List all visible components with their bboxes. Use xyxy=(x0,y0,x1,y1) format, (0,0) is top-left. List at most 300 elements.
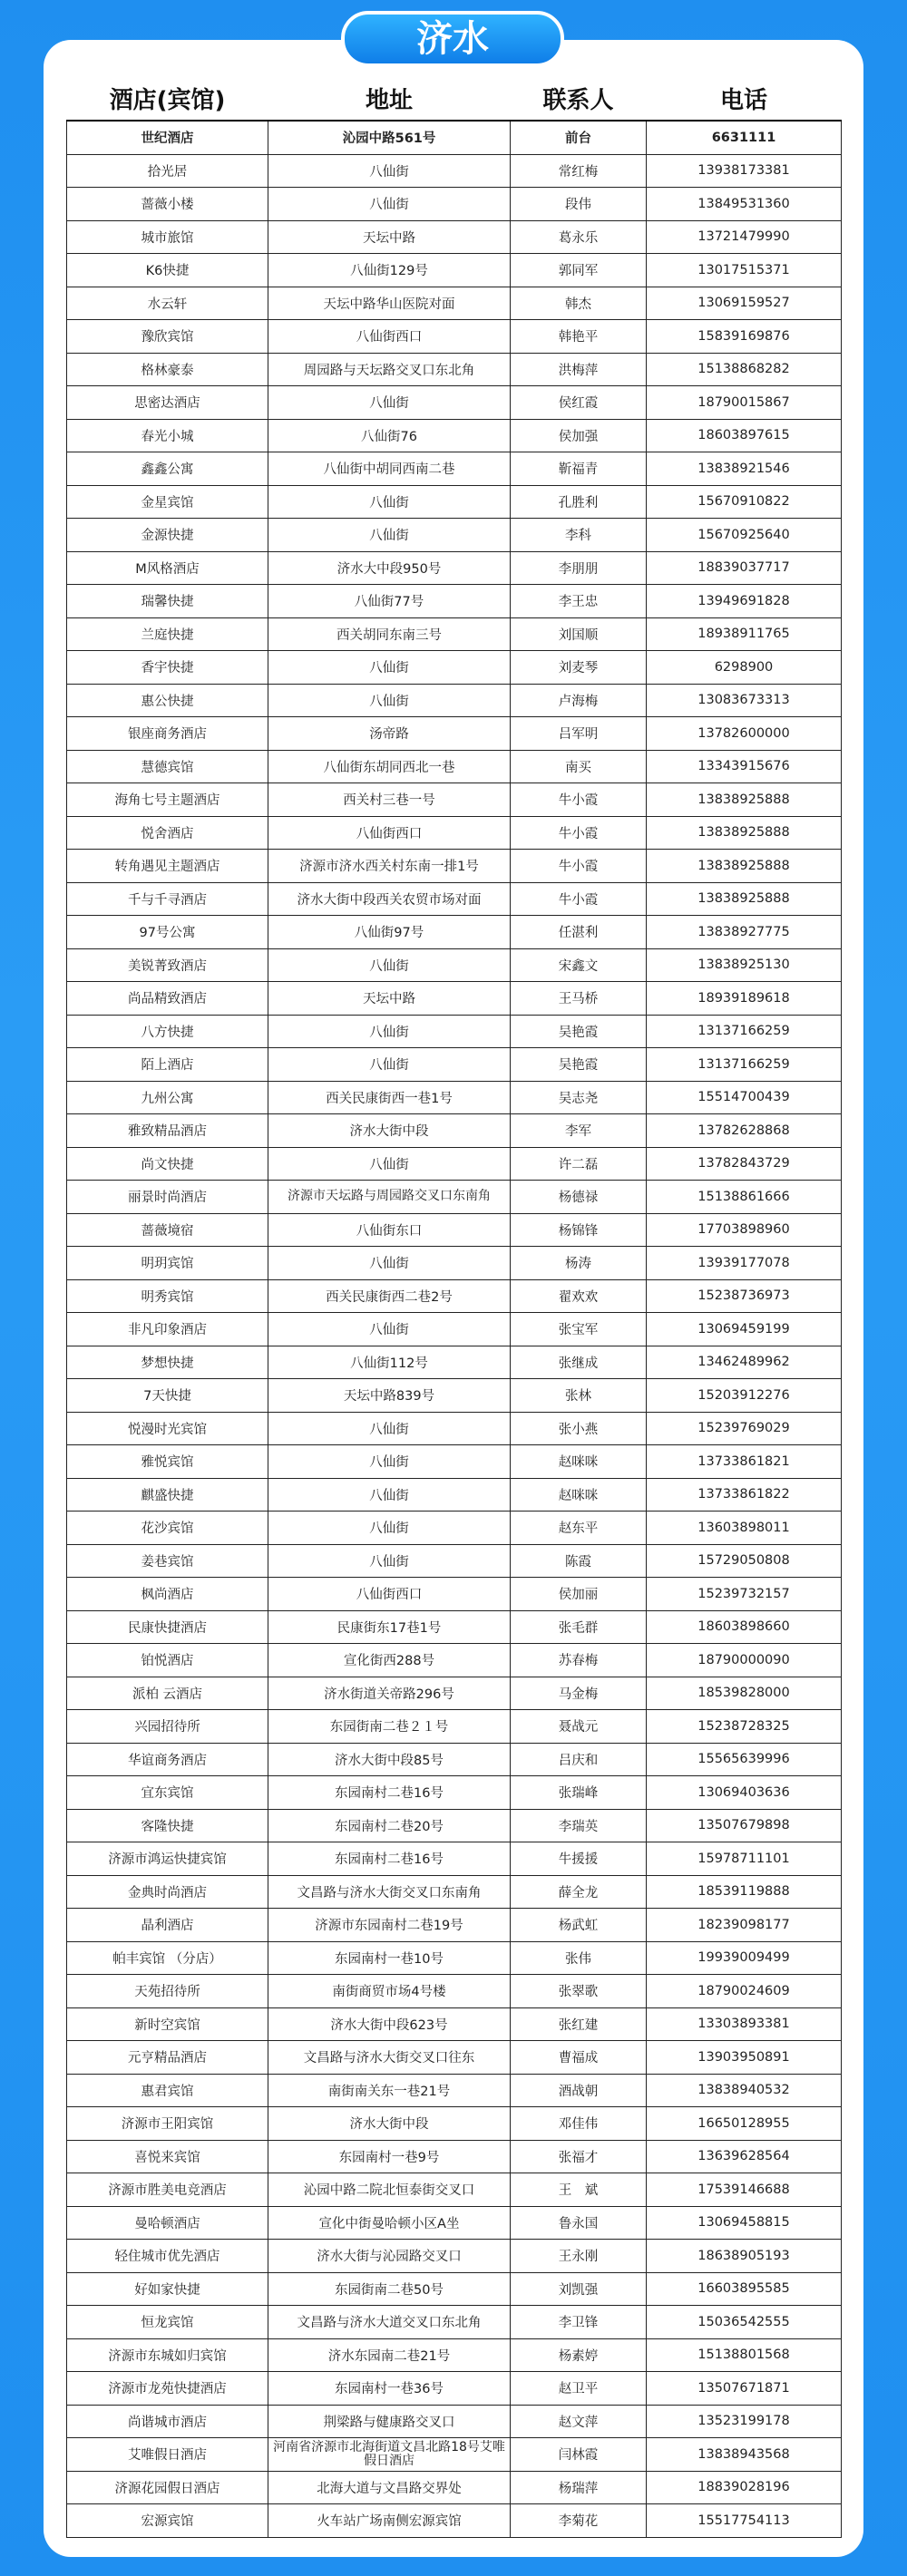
table-body xyxy=(67,121,842,2537)
phone-cell: 13137166259 xyxy=(647,1048,842,1082)
contact-cell: 王 斌 xyxy=(511,2173,647,2207)
hotel-name-cell: 济源花园假日酒店 xyxy=(67,2471,268,2504)
table-row xyxy=(67,2007,842,2041)
address-cell: 八仙街 xyxy=(268,1048,511,1082)
address-cell: 济水大街中段85号 xyxy=(268,1743,511,1776)
phone-cell: 18539828000 xyxy=(647,1677,842,1710)
contact-cell: 鲁永国 xyxy=(511,2206,647,2240)
hotel-name-cell: 济源市龙苑快捷酒店 xyxy=(67,2372,268,2406)
address-cell: 西关胡同东南三号 xyxy=(268,617,511,651)
address-cell: 民康街东17巷1号 xyxy=(268,1610,511,1644)
hotel-name-cell: 艾唯假日酒店 xyxy=(67,2438,268,2472)
table-row xyxy=(67,1710,842,1744)
hotel-name-cell: 鑫鑫公寓 xyxy=(67,452,268,486)
contact-cell: 杨素婷 xyxy=(511,2338,647,2372)
contact-cell: 牛小霞 xyxy=(511,783,647,817)
contact-cell: 郭同军 xyxy=(511,254,647,287)
contact-cell: 赵东平 xyxy=(511,1512,647,1545)
contact-cell: 张宝军 xyxy=(511,1313,647,1346)
phone-cell: 15036542555 xyxy=(647,2306,842,2339)
phone-cell: 18839037717 xyxy=(647,551,842,585)
hotel-name-cell: M风格酒店 xyxy=(67,551,268,585)
hotel-name-cell: 世纪酒店 xyxy=(67,121,268,154)
hotel-name-cell: 陌上酒店 xyxy=(67,1048,268,1082)
hotel-name-cell: 金源快捷 xyxy=(67,519,268,552)
hotel-name-cell: 曼哈顿酒店 xyxy=(67,2206,268,2240)
phone-cell: 13782843729 xyxy=(647,1147,842,1181)
contact-cell: 吴艳霞 xyxy=(511,1048,647,1082)
phone-cell: 18638905193 xyxy=(647,2240,842,2273)
table-row xyxy=(67,2107,842,2141)
address-cell: 文昌路与济水大道交叉口东北角 xyxy=(268,2306,511,2339)
contact-cell: 李王忠 xyxy=(511,585,647,618)
phone-cell: 13939177078 xyxy=(647,1247,842,1280)
address-cell: 东园南村二巷16号 xyxy=(268,1776,511,1810)
contact-cell: 杨瑞萍 xyxy=(511,2471,647,2504)
address-cell: 宣化街西288号 xyxy=(268,1644,511,1677)
table-row xyxy=(67,1544,842,1578)
table-row xyxy=(67,254,842,287)
address-cell: 东园街南二巷２１号 xyxy=(268,1710,511,1744)
hotel-name-cell: 海角七号主题酒店 xyxy=(67,783,268,817)
phone-cell: 13938173381 xyxy=(647,154,842,188)
address-cell: 西关村三巷一号 xyxy=(268,783,511,817)
phone-cell: 15670925640 xyxy=(647,519,842,552)
address-cell: 宣化中街曼哈顿小区A坐 xyxy=(268,2206,511,2240)
contact-cell: 杨德禄 xyxy=(511,1181,647,1214)
phone-cell: 15565639996 xyxy=(647,1743,842,1776)
table-row xyxy=(67,816,842,850)
contact-cell: 赵卫平 xyxy=(511,2372,647,2406)
table-header-row xyxy=(67,76,842,121)
contact-cell: 李卫锋 xyxy=(511,2306,647,2339)
address-cell: 天坛中路华山医院对面 xyxy=(268,287,511,320)
address-cell: 八仙街西口 xyxy=(268,816,511,850)
contact-cell: 前台 xyxy=(511,121,647,154)
phone-cell: 18939189618 xyxy=(647,982,842,1016)
contact-cell: 李菊花 xyxy=(511,2504,647,2538)
phone-cell: 13069159527 xyxy=(647,287,842,320)
contact-cell: 曹福成 xyxy=(511,2041,647,2075)
address-cell: 八仙街中胡同西南二巷 xyxy=(268,452,511,486)
contact-cell: 李军 xyxy=(511,1114,647,1148)
table-row xyxy=(67,684,842,717)
table-row xyxy=(67,287,842,320)
contact-cell: 闫林霞 xyxy=(511,2438,647,2472)
hotel-name-cell: 悦漫时光宾馆 xyxy=(67,1412,268,1445)
contact-cell: 赵咪咪 xyxy=(511,1478,647,1512)
address-cell: 东园南村二巷20号 xyxy=(268,1809,511,1842)
hotel-name-cell: 银座商务酒店 xyxy=(67,717,268,751)
contact-cell: 张红建 xyxy=(511,2007,647,2041)
hotel-name-cell: 宏源宾馆 xyxy=(67,2504,268,2538)
table-row xyxy=(67,882,842,916)
phone-cell: 13303893381 xyxy=(647,2007,842,2041)
table-row xyxy=(67,2173,842,2207)
phone-cell: 13343915676 xyxy=(647,750,842,783)
table-row xyxy=(67,154,842,188)
phone-cell: 15839169876 xyxy=(647,320,842,354)
contact-cell: 宋鑫文 xyxy=(511,948,647,982)
hotel-name-cell: 客隆快捷 xyxy=(67,1809,268,1842)
phone-cell: 13838925888 xyxy=(647,783,842,817)
contact-cell: 马金梅 xyxy=(511,1677,647,1710)
table-row xyxy=(67,1279,842,1313)
table-row xyxy=(67,1379,842,1413)
address-cell: 八仙街 xyxy=(268,1147,511,1181)
address-cell: 火车站广场南侧宏源宾馆 xyxy=(268,2504,511,2538)
contact-cell: 靳福青 xyxy=(511,452,647,486)
hotel-name-cell: 八方快捷 xyxy=(67,1015,268,1048)
hotel-name-cell: K6快捷 xyxy=(67,254,268,287)
column-header-address: 地址 xyxy=(365,86,413,114)
table-row xyxy=(67,320,842,354)
address-cell: 济水东园南二巷21号 xyxy=(268,2338,511,2372)
phone-cell: 16650128955 xyxy=(647,2107,842,2141)
table-row xyxy=(67,188,842,221)
phone-cell: 18539119888 xyxy=(647,1875,842,1909)
phone-cell: 15138868282 xyxy=(647,353,842,386)
address-cell: 济水大街中段 xyxy=(268,2107,511,2141)
contact-cell: 李瑞英 xyxy=(511,1809,647,1842)
address-cell: 济源市天坛路与周园路交叉口东南角 xyxy=(268,1181,511,1214)
address-cell: 八仙街 xyxy=(268,519,511,552)
table-row xyxy=(67,2041,842,2075)
phone-cell: 13782600000 xyxy=(647,717,842,751)
phone-cell: 17703898960 xyxy=(647,1213,842,1247)
phone-cell: 18239098177 xyxy=(647,1909,842,1942)
table-row xyxy=(67,2240,842,2273)
phone-cell: 13069403636 xyxy=(647,1776,842,1810)
hotel-name-cell: 香宇快捷 xyxy=(67,651,268,685)
table-row xyxy=(67,353,842,386)
table-row xyxy=(67,1776,842,1810)
hotel-name-cell: 97号公寓 xyxy=(67,916,268,949)
table-row xyxy=(67,1114,842,1148)
table-row xyxy=(67,1875,842,1909)
phone-cell: 18839028196 xyxy=(647,2471,842,2504)
table-row xyxy=(67,1478,842,1512)
address-cell: 八仙街 xyxy=(268,1478,511,1512)
hotel-name-cell: 7天快捷 xyxy=(67,1379,268,1413)
hotel-name-cell: 宜东宾馆 xyxy=(67,1776,268,1810)
table-row xyxy=(67,419,842,452)
address-cell: 济水大街中段 xyxy=(268,1114,511,1148)
contact-cell: 吴艳霞 xyxy=(511,1015,647,1048)
contact-cell: 吕庆和 xyxy=(511,1743,647,1776)
address-cell: 八仙街东胡同西北一巷 xyxy=(268,750,511,783)
contact-cell: 刘国顺 xyxy=(511,617,647,651)
contact-cell: 薛全龙 xyxy=(511,1875,647,1909)
table-row xyxy=(67,948,842,982)
hotel-name-cell: 花沙宾馆 xyxy=(67,1512,268,1545)
address-cell: 河南省济源市北海街道文昌北路18号艾唯假日酒店 xyxy=(268,2438,511,2472)
table-row xyxy=(67,2074,842,2107)
table-row xyxy=(67,2405,842,2438)
address-cell: 济源市济水西关村东南一排1号 xyxy=(268,850,511,883)
address-cell: 西关民康街西一巷1号 xyxy=(268,1081,511,1114)
phone-cell: 13523199178 xyxy=(647,2405,842,2438)
hotel-name-cell: 天苑招待所 xyxy=(67,1975,268,2008)
address-cell: 八仙街 xyxy=(268,485,511,519)
address-cell: 济水大街中段西关农贸市场对面 xyxy=(268,882,511,916)
hotel-name-cell: 明秀宾馆 xyxy=(67,1279,268,1313)
hotel-name-cell: 喜悦来宾馆 xyxy=(67,2140,268,2173)
hotel-name-cell: 麒盛快捷 xyxy=(67,1478,268,1512)
contact-cell: 许二磊 xyxy=(511,1147,647,1181)
hotel-name-cell: 蔷薇小楼 xyxy=(67,188,268,221)
contact-cell: 杨武虹 xyxy=(511,1909,647,1942)
phone-cell: 13838921546 xyxy=(647,452,842,486)
phone-cell: 13017515371 xyxy=(647,254,842,287)
phone-cell: 17539146688 xyxy=(647,2173,842,2207)
table-row xyxy=(67,2140,842,2173)
contact-cell: 赵咪咪 xyxy=(511,1445,647,1479)
address-cell: 荆梁路与健康路交叉口 xyxy=(268,2405,511,2438)
hotel-name-cell: 非凡印象酒店 xyxy=(67,1313,268,1346)
table-row xyxy=(67,1445,842,1479)
table-row xyxy=(67,2438,842,2472)
phone-cell: 18790024609 xyxy=(647,1975,842,2008)
phone-cell: 18790015867 xyxy=(647,386,842,420)
address-cell: 东园南村二巷16号 xyxy=(268,1842,511,1876)
phone-cell: 18938911765 xyxy=(647,617,842,651)
hotel-name-cell: 蔷薇境宿 xyxy=(67,1213,268,1247)
table-row xyxy=(67,220,842,254)
contact-cell: 刘凯强 xyxy=(511,2272,647,2306)
hotel-name-cell: 瑞馨快捷 xyxy=(67,585,268,618)
address-cell: 济水大中段950号 xyxy=(268,551,511,585)
hotel-name-cell: 雅悦宾馆 xyxy=(67,1445,268,1479)
phone-cell: 15138861666 xyxy=(647,1181,842,1214)
contact-cell: 张伟 xyxy=(511,1941,647,1975)
table-row xyxy=(67,2504,842,2538)
address-cell: 八仙街 xyxy=(268,1412,511,1445)
address-cell: 文昌路与济水大街交叉口往东 xyxy=(268,2041,511,2075)
phone-cell: 15239732157 xyxy=(647,1578,842,1611)
phone-cell: 13639628564 xyxy=(647,2140,842,2173)
hotel-name-cell: 帕丰宾馆 （分店） xyxy=(67,1941,268,1975)
table-row xyxy=(67,1842,842,1876)
table-row xyxy=(67,2206,842,2240)
phone-cell: 13838925888 xyxy=(647,882,842,916)
hotel-name-cell: 华谊商务酒店 xyxy=(67,1743,268,1776)
address-cell: 八仙街 xyxy=(268,1512,511,1545)
address-cell: 八仙街97号 xyxy=(268,916,511,949)
contact-cell: 王马桥 xyxy=(511,982,647,1016)
hotel-name-cell: 兰庭快捷 xyxy=(67,617,268,651)
table-row xyxy=(67,121,842,154)
phone-cell: 13838925888 xyxy=(647,850,842,883)
phone-cell: 18790000090 xyxy=(647,1644,842,1677)
address-cell: 天坛中路839号 xyxy=(268,1379,511,1413)
address-cell: 八仙街 xyxy=(268,684,511,717)
address-cell: 济水大街中段623号 xyxy=(268,2007,511,2041)
phone-cell: 15138801568 xyxy=(647,2338,842,2372)
hotel-name-cell: 铂悦酒店 xyxy=(67,1644,268,1677)
contact-cell: 孔胜利 xyxy=(511,485,647,519)
phone-cell: 13849531360 xyxy=(647,188,842,221)
contact-cell: 刘麦琴 xyxy=(511,651,647,685)
column-header-hotel: 酒店(宾馆) xyxy=(109,86,226,114)
column-header-contact: 联系人 xyxy=(542,86,614,114)
table-row xyxy=(67,1181,842,1214)
address-cell: 八仙街 xyxy=(268,188,511,221)
phone-cell: 18603898660 xyxy=(647,1610,842,1644)
contact-cell: 洪梅萍 xyxy=(511,353,647,386)
hotel-name-cell: 格林豪泰 xyxy=(67,353,268,386)
hotel-name-cell: 新时空宾馆 xyxy=(67,2007,268,2041)
table-row xyxy=(67,2338,842,2372)
hotel-name-cell: 思密达酒店 xyxy=(67,386,268,420)
contact-cell: 牛援援 xyxy=(511,1842,647,1876)
table-row xyxy=(67,1743,842,1776)
address-cell: 天坛中路 xyxy=(268,220,511,254)
contact-cell: 张林 xyxy=(511,1379,647,1413)
phone-cell: 13462489962 xyxy=(647,1346,842,1379)
address-cell: 东园南村一巷10号 xyxy=(268,1941,511,1975)
phone-cell: 15238728325 xyxy=(647,1710,842,1744)
hotel-name-cell: 水云轩 xyxy=(67,287,268,320)
phone-cell: 15670910822 xyxy=(647,485,842,519)
table-row xyxy=(67,651,842,685)
phone-cell: 13069458815 xyxy=(647,2206,842,2240)
address-cell: 东园街南二巷50号 xyxy=(268,2272,511,2306)
phone-cell: 13838927775 xyxy=(647,916,842,949)
address-cell: 八仙街 xyxy=(268,1247,511,1280)
table-row xyxy=(67,1346,842,1379)
table-row xyxy=(67,1015,842,1048)
phone-cell: 13721479990 xyxy=(647,220,842,254)
hotel-name-cell: 派柏 云酒店 xyxy=(67,1677,268,1710)
address-cell: 八仙街77号 xyxy=(268,585,511,618)
address-cell: 济水大街与沁园路交叉口 xyxy=(268,2240,511,2273)
hotel-name-cell: 兴园招待所 xyxy=(67,1710,268,1744)
hotel-name-cell: 惠君宾馆 xyxy=(67,2074,268,2107)
contact-cell: 吴志尧 xyxy=(511,1081,647,1114)
hotel-name-cell: 丽景时尚酒店 xyxy=(67,1181,268,1214)
hotel-name-cell: 明玥宾馆 xyxy=(67,1247,268,1280)
address-cell: 八仙街112号 xyxy=(268,1346,511,1379)
table-row xyxy=(67,1809,842,1842)
phone-cell: 13949691828 xyxy=(647,585,842,618)
contact-cell: 翟欢欢 xyxy=(511,1279,647,1313)
table-row xyxy=(67,551,842,585)
address-cell: 东园南村一巷9号 xyxy=(268,2140,511,2173)
contact-cell: 酒战朝 xyxy=(511,2074,647,2107)
hotel-name-cell: 悦舍酒店 xyxy=(67,816,268,850)
phone-cell: 19939009499 xyxy=(647,1941,842,1975)
phone-cell: 13603898011 xyxy=(647,1512,842,1545)
table-row xyxy=(67,2372,842,2406)
contact-cell: 杨涛 xyxy=(511,1247,647,1280)
table-row xyxy=(67,452,842,486)
contact-cell: 牛小霞 xyxy=(511,816,647,850)
phone-cell: 13903950891 xyxy=(647,2041,842,2075)
address-cell: 东园南村一巷36号 xyxy=(268,2372,511,2406)
phone-cell: 13838925888 xyxy=(647,816,842,850)
phone-cell: 6298900 xyxy=(647,651,842,685)
hotel-name-cell: 慧德宾馆 xyxy=(67,750,268,783)
address-cell: 八仙街西口 xyxy=(268,1578,511,1611)
table-row xyxy=(67,783,842,817)
hotel-name-cell: 拾光居 xyxy=(67,154,268,188)
hotel-name-cell: 豫欣宾馆 xyxy=(67,320,268,354)
address-cell: 天坛中路 xyxy=(268,982,511,1016)
phone-cell: 6631111 xyxy=(647,121,842,154)
table-row xyxy=(67,1941,842,1975)
address-cell: 济源市东园南村二巷19号 xyxy=(268,1909,511,1942)
contact-cell: 邓佳伟 xyxy=(511,2107,647,2141)
table-row xyxy=(67,1975,842,2008)
contact-cell: 段伟 xyxy=(511,188,647,221)
table-row xyxy=(67,2306,842,2339)
phone-cell: 13838940532 xyxy=(647,2074,842,2107)
phone-cell: 13083673313 xyxy=(647,684,842,717)
page-title: 济水 xyxy=(341,11,564,67)
address-cell: 八仙街 xyxy=(268,1015,511,1048)
hotel-name-cell: 城市旅馆 xyxy=(67,220,268,254)
phone-cell: 13069459199 xyxy=(647,1313,842,1346)
table-row xyxy=(67,1512,842,1545)
hotel-name-cell: 梦想快捷 xyxy=(67,1346,268,1379)
contact-cell: 张翠歌 xyxy=(511,1975,647,2008)
table-row xyxy=(67,1610,842,1644)
contact-cell: 王永刚 xyxy=(511,2240,647,2273)
phone-cell: 13782628868 xyxy=(647,1114,842,1148)
phone-cell: 13507671871 xyxy=(647,2372,842,2406)
hotel-name-cell: 济源市王阳宾馆 xyxy=(67,2107,268,2141)
table-row xyxy=(67,1313,842,1346)
contact-cell: 张福才 xyxy=(511,2140,647,2173)
hotel-card xyxy=(44,40,863,2557)
address-cell: 八仙街76 xyxy=(268,419,511,452)
contact-cell: 侯红霞 xyxy=(511,386,647,420)
phone-cell: 15239769029 xyxy=(647,1412,842,1445)
table-row xyxy=(67,916,842,949)
address-cell: 八仙街 xyxy=(268,651,511,685)
contact-cell: 李科 xyxy=(511,519,647,552)
table-row xyxy=(67,1578,842,1611)
hotel-name-cell: 金星宾馆 xyxy=(67,485,268,519)
table-row xyxy=(67,717,842,751)
contact-cell: 常红梅 xyxy=(511,154,647,188)
address-cell: 济水街道关帝路296号 xyxy=(268,1677,511,1710)
table-row xyxy=(67,1247,842,1280)
address-cell: 八仙街 xyxy=(268,1313,511,1346)
contact-cell: 葛永乐 xyxy=(511,220,647,254)
table-row xyxy=(67,485,842,519)
table-row xyxy=(67,617,842,651)
contact-cell: 李朋朋 xyxy=(511,551,647,585)
table-row xyxy=(67,2272,842,2306)
hotel-name-cell: 元亨精品酒店 xyxy=(67,2041,268,2075)
phone-cell: 16603895585 xyxy=(647,2272,842,2306)
phone-cell: 13507679898 xyxy=(647,1809,842,1842)
hotel-name-cell: 九州公寓 xyxy=(67,1081,268,1114)
hotel-name-cell: 尚谐城市酒店 xyxy=(67,2405,268,2438)
hotel-name-cell: 济源市胜美电竞酒店 xyxy=(67,2173,268,2207)
phone-cell: 15517754113 xyxy=(647,2504,842,2538)
contact-cell: 南买 xyxy=(511,750,647,783)
address-cell: 西关民康街西二巷2号 xyxy=(268,1279,511,1313)
table-row xyxy=(67,750,842,783)
address-cell: 八仙街 xyxy=(268,1544,511,1578)
hotel-name-cell: 春光小城 xyxy=(67,419,268,452)
table-row xyxy=(67,1213,842,1247)
phone-cell: 15238736973 xyxy=(647,1279,842,1313)
hotel-name-cell: 千与千寻酒店 xyxy=(67,882,268,916)
